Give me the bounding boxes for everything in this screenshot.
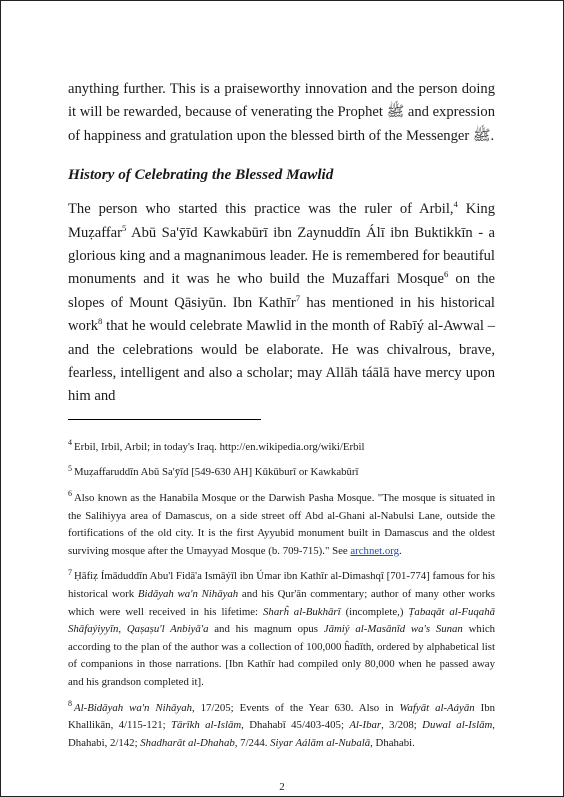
footnote-number: 7 (68, 567, 72, 577)
fn8-title-wafyat: Wafyāt al-Aáyān (399, 701, 475, 714)
footnote-7 (68, 568, 495, 691)
para2-text-3: Abū Sa'ȳīd Kawkabūrī ibn Zaynuddīn Álī ibn Buktikkīn - a glorious king and a magnanimous leader. He is remembered for beautiful monuments and it was he who build the Muzaffari Mosque (68, 224, 495, 288)
fn8-part-n: , Dhahabi. (370, 736, 415, 749)
archnet-link[interactable]: archnet.org (350, 544, 400, 557)
footnote-ref-8[interactable]: 8 (98, 316, 103, 327)
footnote-text: Erbil, Irbil, Arbil; in today's Iraq. http://en.wikipedia.org/wiki/Erbil (74, 440, 365, 453)
footnote-8 (68, 700, 495, 753)
para2-text-2: King Muẓaffar (68, 201, 495, 241)
section-heading: History of Celebrating the Blessed Mawlid (68, 166, 334, 184)
fn7-title-jami: Jāmiý al-Masānīd wa's Sunan (323, 623, 463, 636)
para2-text-4: on the slopes of Mount Qāsiyūn. Ibn Kathīr (68, 271, 495, 311)
body-paragraph-2 (68, 198, 495, 409)
fn7-title-tabaqat: Ṭabaqāt al-Fuqahā Shāfaýiyyīn (68, 605, 495, 636)
footnote-number: 4 (68, 438, 72, 448)
fn8-title-bidayah: Al-Bidāyah wa'n Nihāyah (74, 701, 192, 714)
fn7-part-c: and his Qur'ān commentary; author of many other works which were well received in his lifetime: (68, 588, 496, 618)
footnote-4 (68, 439, 495, 457)
footnote-ref-6[interactable]: 6 (443, 269, 449, 280)
fn7-part-i: and his magnum opus (208, 623, 324, 636)
footnote-separator (68, 419, 261, 420)
fn7-part-e: (incomplete,) (340, 605, 409, 618)
fn7-part-k: which according to the plan of the author was a collection of 100,000 ĥadīth, ordered by alphabetical list of companions in those narrations. [Ibn Kathīr had compiled only 80,000 when he passed away and his grandson completed it]. (68, 623, 496, 688)
fn8-part-b: , 17/205; Events of the Year 630. Also in (192, 701, 400, 714)
fn8-part-h: , 3/208; (381, 719, 423, 732)
para2-text-5: has mentioned in his historical work (68, 294, 495, 335)
fn7-title-qasas: Qaṣaṣu'l Anbiyā'a (126, 623, 209, 636)
fn7-title-sharh: Sharĥ al-Bukhārī (263, 605, 341, 618)
footnote-end: . (399, 544, 402, 557)
para2-text-1: The person who started this practice was the ruler of Arbil, (68, 201, 454, 218)
footnote-6 (68, 490, 495, 560)
footnote-ref-7[interactable]: 7 (295, 292, 301, 303)
footnote-5 (68, 464, 495, 482)
footnote-number: 6 (68, 489, 72, 499)
fn8-part-d: Ibn Khallikān, 4/115-121; (68, 701, 496, 732)
footnote-ref-5[interactable]: 5 (122, 222, 127, 233)
fn8-part-j: , Dhahabi, 2/142; (68, 719, 495, 749)
footnote-number: 5 (68, 463, 72, 473)
fn8-title-ibar: Al-Ibar (349, 719, 382, 732)
fn8-title-tarikh: Tārīkh al-Islām (171, 719, 242, 732)
body-paragraph-1: anything further. This is a praiseworthy innovation and the person doing it will be rewarded, because of venerating the Prophet ﷺ and expression of happiness and gratulation upon the blessed birth of the Messenger ﷺ. (68, 81, 495, 144)
fn8-title-siyar: Siyar Aálām al-Nubalā (270, 736, 371, 749)
fn8-part-f: , Dhahabī 45/403-405; (241, 719, 350, 732)
footnote-ref-4[interactable]: 4 (453, 199, 458, 210)
fn7-title-bidayah: Bidāyah wa'n Nihāyah (137, 588, 239, 601)
footnote-text: Also known as the Hanabila Mosque or the Darwish Pasha Mosque. "The mosque is situated in the Salihiyya area of Damascus, on a side street off Abd al-Ghani al-Nabulsi Lane, outside the fortifications of the old city. It is the first Ayyubid monument built in Damascus and the oldest surviving mosque after the Umayyad Mosque (b. 709-715)." See (68, 492, 495, 557)
footnote-text: Muẓaffaruddīn Abū Sa'ȳīd [549-630 AH] Kūkūburī or Kawkabūrī (74, 466, 359, 479)
document-page (68, 78, 495, 760)
footnote-number: 8 (68, 699, 72, 708)
fn8-title-shadharat: Shadharāt al-Dhahab (140, 736, 235, 749)
fn8-part-l: , 7/244. (234, 736, 271, 749)
fn7-part-g: , (118, 623, 127, 636)
fn8-title-duwal: Duwal al-Islām (422, 719, 493, 732)
page-number: 2 (279, 781, 285, 793)
fn7-part-a: Ḥāfiẓ Ímāduddīn Abu'l Fidā'a Ismāýīl ibn Úmar ibn Kathīr al-Dimashqī [701-774] famous for his historical work (68, 570, 495, 601)
para2-text-6: that he would celebrate Mawlid in the month of Rabīý al-Awwal – and the celebrations would be elaborate. He was chivalrous, brave, fearless, intelligent and also a scholar; may Allāh táālā have mercy upon him and (68, 318, 495, 405)
